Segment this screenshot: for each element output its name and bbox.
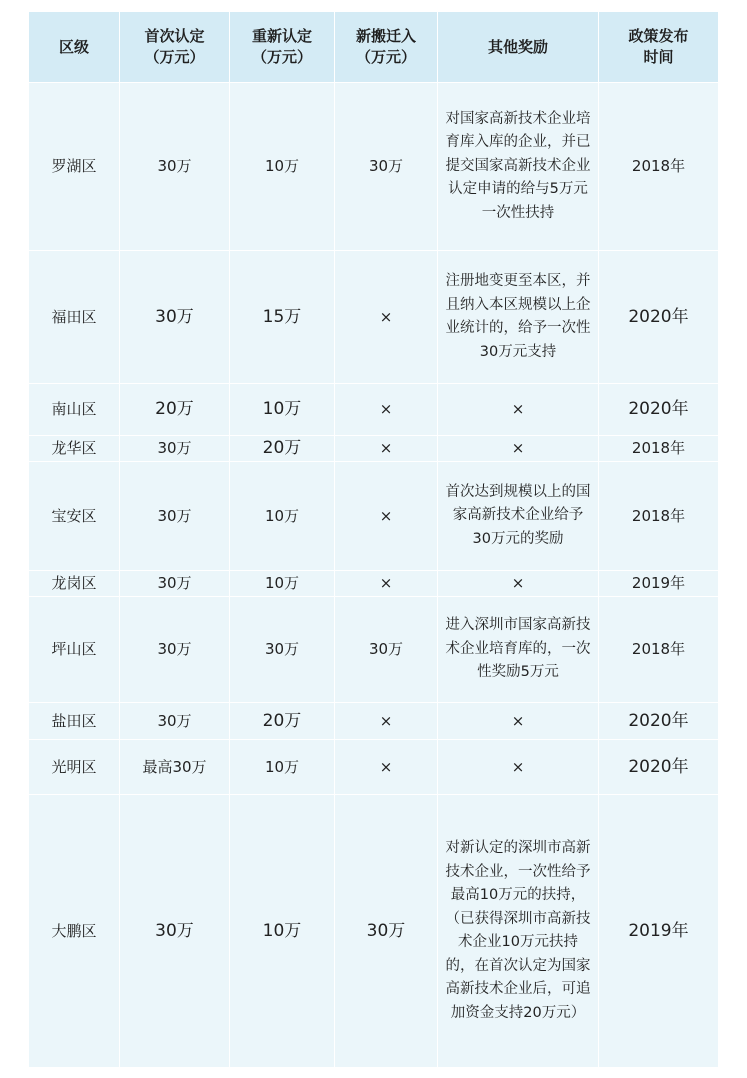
other-rewards-cell: × xyxy=(438,384,599,436)
re-cert-cell: 15万 xyxy=(230,251,335,384)
table-row xyxy=(29,83,719,251)
re-cert-cell: 20万 xyxy=(230,703,335,740)
header-relocation: 新搬迁入 （万元） xyxy=(335,12,438,83)
other-rewards-cell: 首次达到规模以上的国家高新技术企业给予30万元的奖励 xyxy=(438,462,599,571)
policy-date-cell: 2019年 xyxy=(599,795,719,1068)
re-cert-cell: 10万 xyxy=(230,571,335,597)
table-row xyxy=(29,703,719,740)
policy-date-cell: 2018年 xyxy=(599,597,719,703)
table-row xyxy=(29,740,719,795)
header-other-rewards: 其他奖励 xyxy=(438,12,599,83)
policy-date-cell: 2020年 xyxy=(599,251,719,384)
relocation-cell: × xyxy=(335,384,438,436)
policy-date-cell: 2018年 xyxy=(599,436,719,462)
re-cert-cell: 10万 xyxy=(230,384,335,436)
other-rewards-cell: 对新认定的深圳市高新技术企业，一次性给予最高10万元的扶持，（已获得深圳市高新技术企业10万元扶持的，在首次认定为国家高新技术企业后，可追加资金支持20万元） xyxy=(438,795,599,1068)
header-district: 区级 xyxy=(29,12,120,83)
district-cell: 坪山区 xyxy=(29,597,120,703)
other-rewards-cell: × xyxy=(438,571,599,597)
first-cert-cell: 20万 xyxy=(120,384,230,436)
first-cert-cell: 30万 xyxy=(120,703,230,740)
table-row xyxy=(29,462,719,571)
policy-date-cell: 2020年 xyxy=(599,703,719,740)
table-row xyxy=(29,597,719,703)
district-cell: 南山区 xyxy=(29,384,120,436)
subsidy-table xyxy=(28,11,719,1068)
policy-date-cell: 2020年 xyxy=(599,740,719,795)
policy-date-cell: 2018年 xyxy=(599,83,719,251)
district-cell: 龙岗区 xyxy=(29,571,120,597)
first-cert-cell: 30万 xyxy=(120,795,230,1068)
other-rewards-cell: 对国家高新技术企业培育库入库的企业，并已提交国家高新技术企业认定申请的给与5万元一次性扶持 xyxy=(438,83,599,251)
other-rewards-cell: × xyxy=(438,740,599,795)
relocation-cell: × xyxy=(335,436,438,462)
other-rewards-cell: 进入深圳市国家高新技术企业培育库的，一次性奖励5万元 xyxy=(438,597,599,703)
header-policy-date: 政策发布 时间 xyxy=(599,12,719,83)
table-row xyxy=(29,251,719,384)
district-cell: 盐田区 xyxy=(29,703,120,740)
first-cert-cell: 30万 xyxy=(120,83,230,251)
re-cert-cell: 10万 xyxy=(230,83,335,251)
header-first-certification: 首次认定 （万元） xyxy=(120,12,230,83)
relocation-cell: × xyxy=(335,740,438,795)
relocation-cell: 30万 xyxy=(335,83,438,251)
first-cert-cell: 30万 xyxy=(120,571,230,597)
district-cell: 宝安区 xyxy=(29,462,120,571)
header-row xyxy=(29,12,719,83)
first-cert-cell: 30万 xyxy=(120,462,230,571)
relocation-cell: × xyxy=(335,571,438,597)
re-cert-cell: 20万 xyxy=(230,436,335,462)
table-row xyxy=(29,384,719,436)
relocation-cell: × xyxy=(335,703,438,740)
table-row xyxy=(29,436,719,462)
re-cert-cell: 30万 xyxy=(230,597,335,703)
first-cert-cell: 最高30万 xyxy=(120,740,230,795)
re-cert-cell: 10万 xyxy=(230,462,335,571)
district-cell: 福田区 xyxy=(29,251,120,384)
relocation-cell: 30万 xyxy=(335,597,438,703)
header-re-certification: 重新认定 （万元） xyxy=(230,12,335,83)
relocation-cell: × xyxy=(335,462,438,571)
relocation-cell: 30万 xyxy=(335,795,438,1068)
relocation-cell: × xyxy=(335,251,438,384)
other-rewards-cell: × xyxy=(438,703,599,740)
district-cell: 龙华区 xyxy=(29,436,120,462)
table-row xyxy=(29,795,719,1068)
re-cert-cell: 10万 xyxy=(230,740,335,795)
re-cert-cell: 10万 xyxy=(230,795,335,1068)
policy-date-cell: 2018年 xyxy=(599,462,719,571)
first-cert-cell: 30万 xyxy=(120,251,230,384)
policy-date-cell: 2019年 xyxy=(599,571,719,597)
first-cert-cell: 30万 xyxy=(120,597,230,703)
other-rewards-cell: 注册地变更至本区，并且纳入本区规模以上企业统计的，给予一次性30万元支持 xyxy=(438,251,599,384)
district-cell: 罗湖区 xyxy=(29,83,120,251)
other-rewards-cell: × xyxy=(438,436,599,462)
district-cell: 光明区 xyxy=(29,740,120,795)
first-cert-cell: 30万 xyxy=(120,436,230,462)
district-cell: 大鹏区 xyxy=(29,795,120,1068)
policy-date-cell: 2020年 xyxy=(599,384,719,436)
table-row xyxy=(29,571,719,597)
